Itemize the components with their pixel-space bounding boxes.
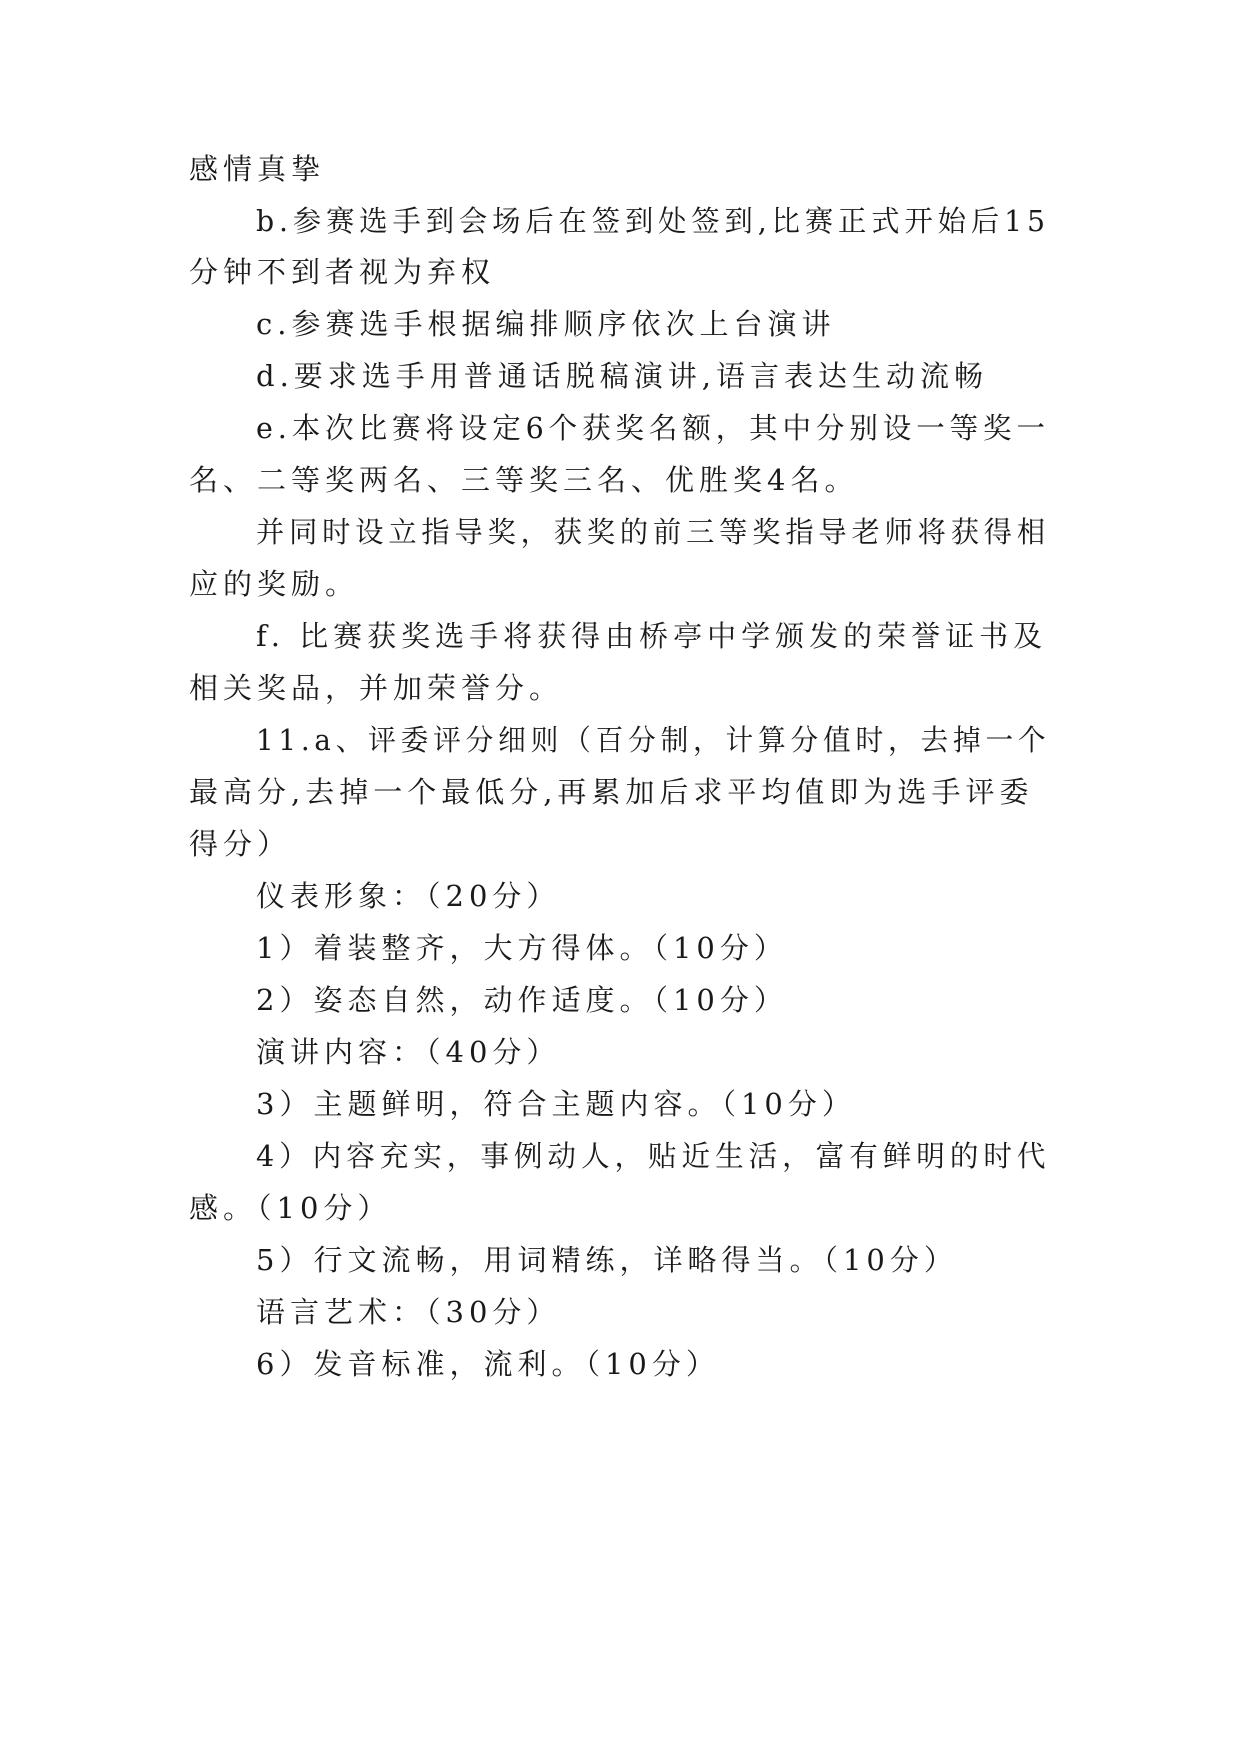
text-line: 演讲内容：（40分） (256, 1035, 561, 1069)
text-line: 3）主题鲜明，符合主题内容。（10分） (256, 1087, 856, 1121)
text-line: 5）行文流畅，用词精练，详略得当。（10分） (256, 1243, 958, 1277)
text-line: d.要求选手用普通话脱稿演讲,语言表达生动流畅 (256, 359, 989, 393)
text-line: 分钟不到者视为弃权 (189, 255, 496, 289)
text-line: 应的奖励。 (189, 567, 360, 601)
text-line: 1）着装整齐，大方得体。（10分） (256, 931, 788, 965)
text-line: 6）发音标准，流利。（10分） (256, 1347, 720, 1381)
text-line: 4）内容充实，事例动人，贴近生活，富有鲜明的时代 (256, 1139, 1051, 1173)
text-line: 相关奖品，并加荣誉分。 (189, 671, 564, 705)
text-line: 11.a、评委评分细则（百分制，计算分值时，去掉一个 (256, 723, 1051, 757)
text-line: b.参赛选手到会场后在签到处签到,比赛正式开始后15 (256, 204, 1050, 238)
text-line: 名、二等奖两名、三等奖三名、优胜奖4名。 (189, 463, 859, 497)
text-line: c.参赛选手根据编排顺序依次上台演讲 (256, 307, 836, 341)
text-line: 语言艺术：（30分） (256, 1295, 561, 1329)
text-line: 最高分,去掉一个最低分,再累加后求平均值即为选手评委 (189, 775, 1034, 809)
text-line: 感情真挚 (189, 152, 326, 186)
text-line: 仪表形象：（20分） (256, 879, 561, 913)
text-line: 2）姿态自然，动作适度。（10分） (256, 983, 788, 1017)
text-line: 得分） (189, 827, 292, 861)
text-line: 感。（10分） (189, 1191, 392, 1225)
text-line: f. 比赛获奖选手将获得由桥亭中学颁发的荣誉证书及 (256, 619, 1048, 653)
text-line: 并同时设立指导奖，获奖的前三等奖指导老师将获得相 (256, 515, 1050, 549)
text-line: e.本次比赛将设定6个获奖名额，其中分别设一等奖一 (256, 411, 1050, 445)
